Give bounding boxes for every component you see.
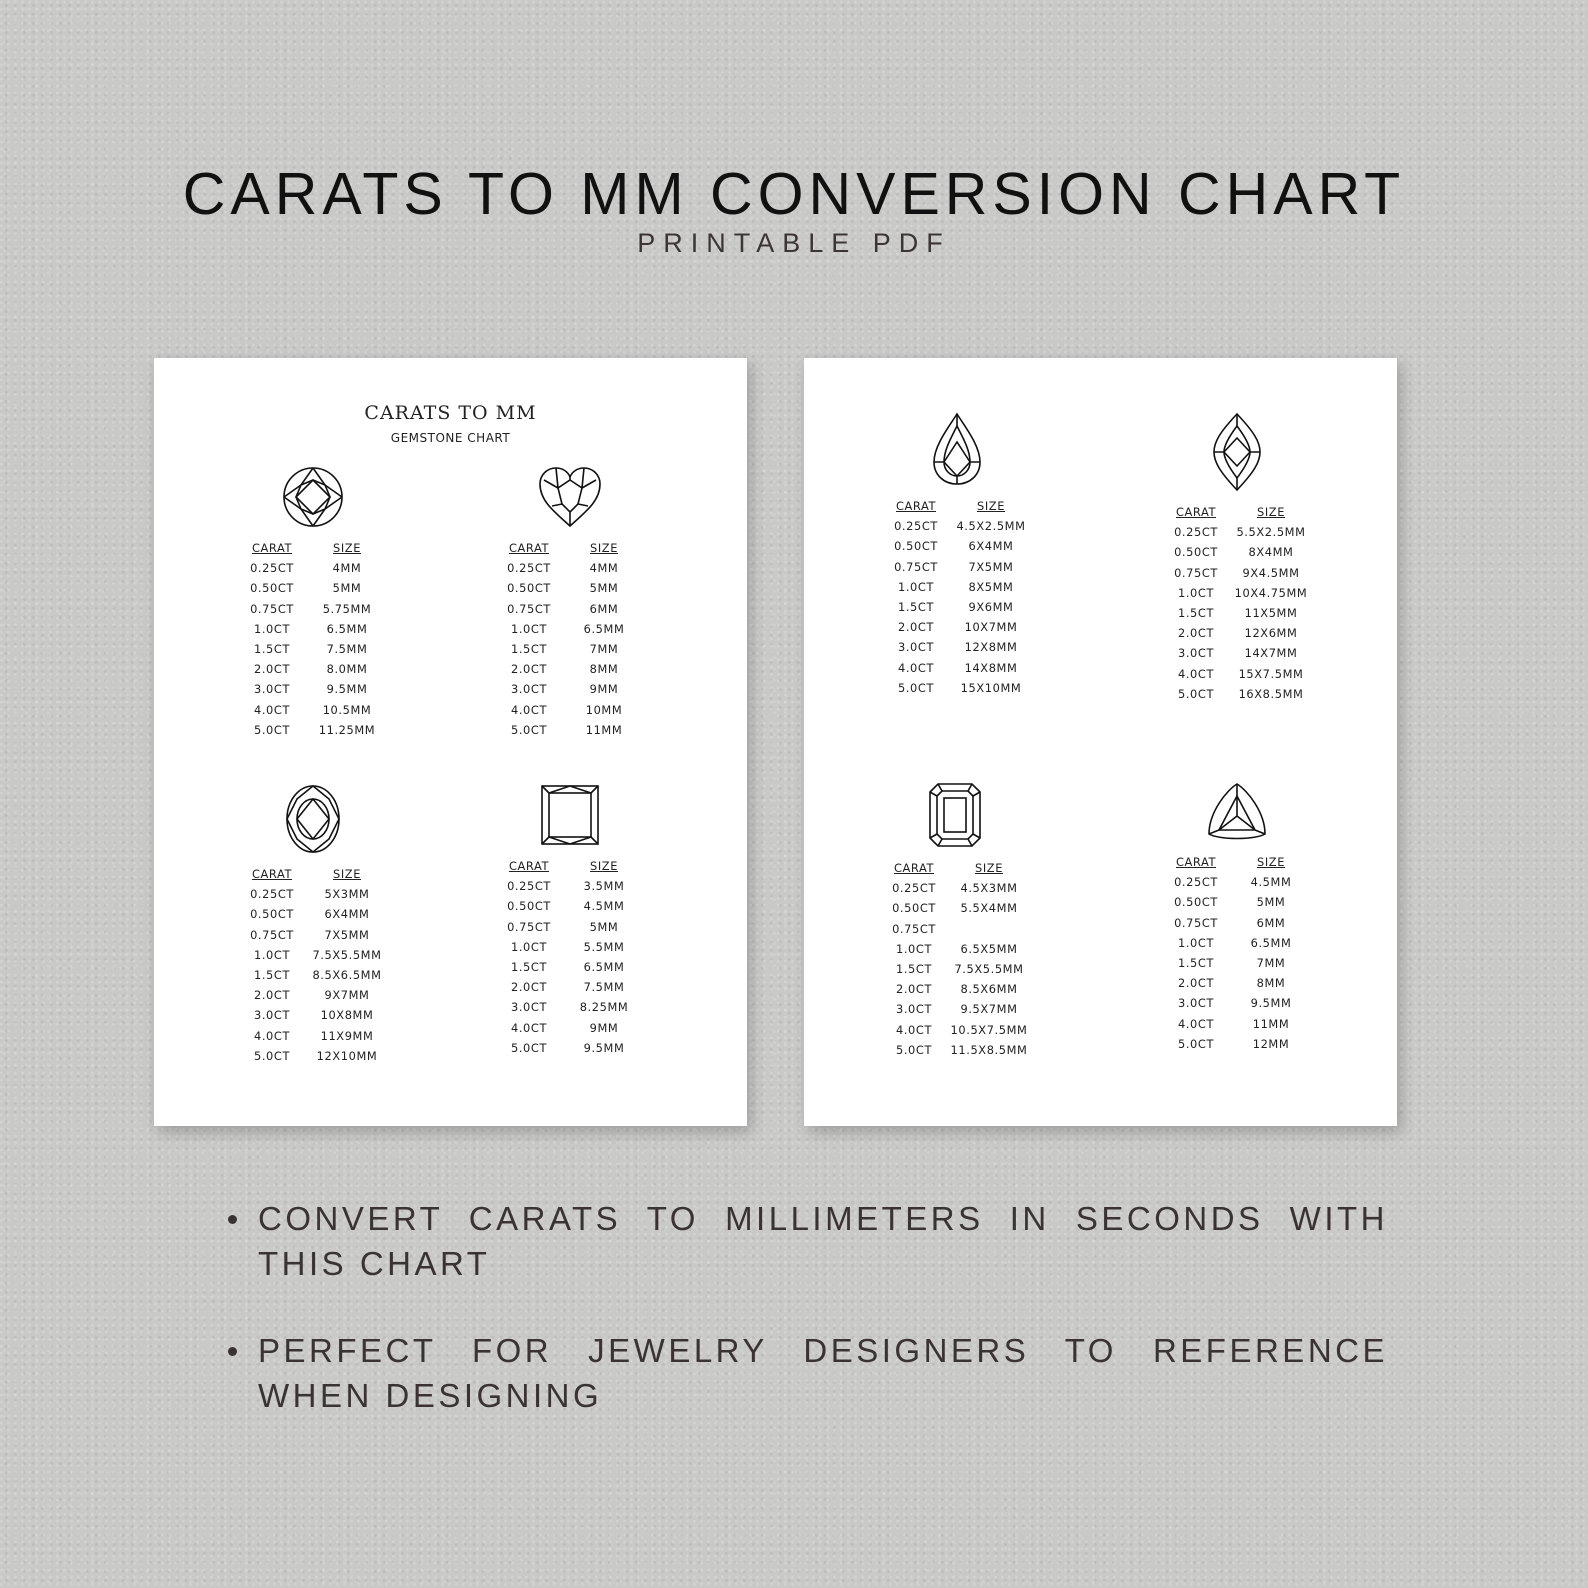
table-header xyxy=(1162,502,1312,522)
carat-cell: 0.50CT xyxy=(507,899,551,914)
carat-cell: 0.25CT xyxy=(250,561,294,576)
size-cell: 8X5MM xyxy=(968,579,1014,594)
carat-cell: 0.25CT xyxy=(250,887,294,902)
gem-pear xyxy=(882,412,1032,698)
table-row xyxy=(1162,892,1312,912)
size-cell: 7X5MM xyxy=(324,927,370,942)
size-cell: 5MM xyxy=(332,581,362,596)
size-cell: 7.5MM xyxy=(326,642,368,657)
carat-cell: 4.0CT xyxy=(253,702,291,717)
table-row xyxy=(238,965,388,985)
carat-cell: 1.0CT xyxy=(510,939,548,954)
carat-cell: 1.0CT xyxy=(253,621,291,636)
size-cell: 7X5MM xyxy=(968,559,1014,574)
bullet-text: CONVERT CARATS TO MILLIMETERS IN SECONDS WITH THIS CHART xyxy=(258,1200,1388,1282)
column-header-size: SIZE xyxy=(1257,855,1285,870)
carat-cell: 1.0CT xyxy=(510,621,548,636)
size-cell: 7.5X5.5MM xyxy=(954,962,1024,977)
size-cell: 5.5X2.5MM xyxy=(1236,525,1306,540)
carat-cell: 5.0CT xyxy=(510,722,548,737)
table-row xyxy=(238,1026,388,1046)
chart-sheet-right xyxy=(804,358,1397,1126)
column-header-carat: CARAT xyxy=(895,499,937,514)
size-cell: 11.5X8.5MM xyxy=(950,1042,1028,1057)
table-row xyxy=(1162,973,1312,993)
carat-cell: 1.5CT xyxy=(1177,956,1215,971)
heart-cut-icon xyxy=(538,466,602,528)
column-header-carat: CARAT xyxy=(251,541,293,556)
size-cell: 6MM xyxy=(589,601,619,616)
carat-cell: 0.75CT xyxy=(894,559,938,574)
table-row xyxy=(238,720,388,740)
table-header xyxy=(495,538,645,558)
table-row xyxy=(880,999,1030,1019)
size-cell: 7.5MM xyxy=(583,980,625,995)
carat-cell: 0.75CT xyxy=(507,601,551,616)
carat-cell: 5.0CT xyxy=(897,680,935,695)
carat-cell: 0.75CT xyxy=(250,927,294,942)
size-cell: 14X8MM xyxy=(964,660,1018,675)
carat-cell: 3.0CT xyxy=(1177,996,1215,1011)
size-table-emerald xyxy=(880,858,1030,1060)
table-header xyxy=(1162,852,1312,872)
carat-cell: 1.5CT xyxy=(253,968,291,983)
size-cell: 3.5MM xyxy=(583,879,625,894)
page-title: CARATS TO MM CONVERSION CHART xyxy=(182,161,1406,227)
table-row xyxy=(882,678,1032,698)
carat-cell: 5.0CT xyxy=(253,1048,291,1063)
size-cell: 8.5X6MM xyxy=(960,982,1018,997)
table-row xyxy=(1162,563,1312,583)
table-row xyxy=(1162,684,1312,704)
size-table-heart xyxy=(495,538,645,740)
table-row xyxy=(882,577,1032,597)
table-row xyxy=(1162,913,1312,933)
size-cell: 6.5MM xyxy=(326,621,368,636)
size-cell: 8MM xyxy=(1256,976,1286,991)
bullet-dot-icon xyxy=(228,1215,237,1224)
carat-cell: 4.0CT xyxy=(1177,1016,1215,1031)
table-row xyxy=(880,878,1030,898)
size-cell: 5MM xyxy=(589,919,619,934)
size-cell: 9X4.5MM xyxy=(1242,565,1300,580)
carat-cell: 0.75CT xyxy=(1174,565,1218,580)
chart-sheet-left xyxy=(154,358,747,1126)
size-cell: 7.5X5.5MM xyxy=(312,947,382,962)
size-table-trillion xyxy=(1162,852,1312,1054)
table-row xyxy=(1162,643,1312,663)
table-row xyxy=(238,1005,388,1025)
table-row xyxy=(238,619,388,639)
table-row xyxy=(238,904,388,924)
size-cell: 11X5MM xyxy=(1244,606,1298,621)
size-cell: 6.5MM xyxy=(1250,935,1292,950)
size-cell: 4MM xyxy=(589,561,619,576)
size-table-princess xyxy=(495,856,645,1058)
size-cell: 6X4MM xyxy=(968,539,1014,554)
table-row xyxy=(882,637,1032,657)
carat-cell: 4.0CT xyxy=(897,660,935,675)
size-cell: 12MM xyxy=(1252,1036,1290,1051)
marquise-cut-icon xyxy=(1212,412,1262,492)
column-header-carat: CARAT xyxy=(1175,505,1217,520)
size-cell: 11X9MM xyxy=(320,1028,374,1043)
table-row xyxy=(495,977,645,997)
carat-cell: 0.25CT xyxy=(507,879,551,894)
carat-cell: 0.50CT xyxy=(250,581,294,596)
table-row xyxy=(882,658,1032,678)
sheet-title: CARATS TO MM xyxy=(364,402,537,424)
column-header-carat: CARAT xyxy=(251,867,293,882)
bullet-dot-icon xyxy=(228,1347,237,1356)
size-cell: 7MM xyxy=(589,642,619,657)
size-cell: 12X6MM xyxy=(1244,626,1298,641)
carat-cell: 3.0CT xyxy=(253,1008,291,1023)
size-table-round xyxy=(238,538,388,740)
carat-cell: 1.0CT xyxy=(897,579,935,594)
carat-cell: 0.50CT xyxy=(507,581,551,596)
table-row xyxy=(1162,603,1312,623)
table-row xyxy=(495,558,645,578)
gem-marquise xyxy=(1162,412,1312,704)
size-cell: 6X4MM xyxy=(324,907,370,922)
table-row xyxy=(495,720,645,740)
carat-cell: 4.0CT xyxy=(253,1028,291,1043)
table-row xyxy=(880,979,1030,999)
table-row xyxy=(495,1038,645,1058)
size-cell: 9.5MM xyxy=(1250,996,1292,1011)
carat-cell: 1.5CT xyxy=(510,642,548,657)
size-cell: 6.5X5MM xyxy=(960,941,1018,956)
pear-cut-icon xyxy=(932,412,982,486)
table-row xyxy=(495,639,645,659)
sheet-subtitle: GEMSTONE CHART xyxy=(390,431,511,445)
table-row xyxy=(238,945,388,965)
table-header xyxy=(880,858,1030,878)
page-subtitle: PRINTABLE PDF xyxy=(637,228,951,258)
table-row xyxy=(880,959,1030,979)
bullet-text: PERFECT FOR JEWELRY DESIGNERS TO REFERENCE WHEN DESIGNING xyxy=(258,1332,1388,1414)
table-header xyxy=(238,538,388,558)
size-cell: 16X8.5MM xyxy=(1238,686,1304,701)
table-header xyxy=(238,864,388,884)
size-cell: 10.5MM xyxy=(322,702,372,717)
round-cut-icon xyxy=(282,466,344,528)
carat-cell: 2.0CT xyxy=(510,662,548,677)
carat-cell: 2.0CT xyxy=(897,620,935,635)
table-row xyxy=(495,937,645,957)
size-cell: 9MM xyxy=(589,682,619,697)
table-row xyxy=(238,1046,388,1066)
table-row xyxy=(238,884,388,904)
table-row xyxy=(1162,1014,1312,1034)
size-table-marquise xyxy=(1162,502,1312,704)
carat-cell: 0.50CT xyxy=(250,907,294,922)
size-cell: 11MM xyxy=(1252,1016,1290,1031)
size-cell: 4MM xyxy=(332,561,362,576)
carat-cell: 2.0CT xyxy=(1177,976,1215,991)
size-cell: 6.5MM xyxy=(583,960,625,975)
table-row xyxy=(495,679,645,699)
column-header-size: SIZE xyxy=(590,541,618,556)
table-row xyxy=(495,1018,645,1038)
table-row xyxy=(495,659,645,679)
table-row xyxy=(1162,933,1312,953)
size-cell: 4.5MM xyxy=(583,899,625,914)
table-row xyxy=(238,659,388,679)
size-cell: 8X4MM xyxy=(1248,545,1294,560)
size-cell: 9MM xyxy=(589,1020,619,1035)
size-table-pear xyxy=(882,496,1032,698)
column-header-carat: CARAT xyxy=(508,541,550,556)
size-cell: 6.5MM xyxy=(583,621,625,636)
trillion-cut-icon xyxy=(1207,782,1267,842)
size-cell: 12X8MM xyxy=(964,640,1018,655)
carat-cell: 4.0CT xyxy=(510,702,548,717)
size-cell: 11.25MM xyxy=(318,722,376,737)
column-header-size: SIZE xyxy=(1257,505,1285,520)
table-row xyxy=(238,700,388,720)
carat-cell: 1.5CT xyxy=(897,600,935,615)
gem-round xyxy=(238,466,388,740)
size-cell: 4.5MM xyxy=(1250,875,1292,890)
table-row xyxy=(880,898,1030,918)
gem-emerald xyxy=(880,782,1030,1060)
column-header-carat: CARAT xyxy=(508,859,550,874)
carat-cell: 1.5CT xyxy=(253,642,291,657)
size-cell: 9.5MM xyxy=(583,1040,625,1055)
size-cell: 10X4.75MM xyxy=(1234,585,1308,600)
bullet-item xyxy=(228,1196,1388,1286)
size-cell: 5.5X4MM xyxy=(960,901,1018,916)
carat-cell: 0.75CT xyxy=(250,601,294,616)
carat-cell: 5.0CT xyxy=(1177,1036,1215,1051)
carat-cell: 1.0CT xyxy=(253,947,291,962)
table-row xyxy=(1162,953,1312,973)
size-cell: 9X7MM xyxy=(324,988,370,1003)
table-row xyxy=(1162,583,1312,603)
column-header-size: SIZE xyxy=(590,859,618,874)
table-row xyxy=(880,919,1030,939)
size-cell: 15X10MM xyxy=(960,680,1022,695)
table-header xyxy=(495,856,645,876)
column-header-size: SIZE xyxy=(975,861,1003,876)
table-row xyxy=(495,917,645,937)
table-row xyxy=(238,985,388,1005)
table-row xyxy=(1162,542,1312,562)
carat-cell: 0.25CT xyxy=(1174,875,1218,890)
carat-cell: 4.0CT xyxy=(1177,666,1215,681)
carat-cell: 5.0CT xyxy=(253,722,291,737)
carat-cell: 0.25CT xyxy=(892,881,936,896)
table-row xyxy=(495,896,645,916)
size-cell: 8MM xyxy=(589,662,619,677)
carat-cell: 0.50CT xyxy=(892,901,936,916)
size-cell: 10MM xyxy=(585,702,623,717)
size-cell: 5MM xyxy=(1256,895,1286,910)
table-row xyxy=(1162,522,1312,542)
gem-trillion xyxy=(1162,782,1312,1054)
column-header-size: SIZE xyxy=(333,867,361,882)
carat-cell: 3.0CT xyxy=(897,640,935,655)
table-row xyxy=(880,1020,1030,1040)
carat-cell: 4.0CT xyxy=(510,1020,548,1035)
size-cell: 11MM xyxy=(585,722,623,737)
table-row xyxy=(238,599,388,619)
carat-cell: 1.5CT xyxy=(510,960,548,975)
carat-cell: 0.75CT xyxy=(892,921,936,936)
size-cell: 5.75MM xyxy=(322,601,372,616)
size-cell: 5.5MM xyxy=(583,939,625,954)
carat-cell: 2.0CT xyxy=(510,980,548,995)
size-cell: 4.5X2.5MM xyxy=(956,519,1026,534)
column-header-size: SIZE xyxy=(977,499,1005,514)
table-row xyxy=(238,578,388,598)
carat-cell: 3.0CT xyxy=(1177,646,1215,661)
column-header-carat: CARAT xyxy=(893,861,935,876)
size-cell: 10X8MM xyxy=(320,1008,374,1023)
size-cell: 8.25MM xyxy=(579,1000,629,1015)
table-row xyxy=(1162,993,1312,1013)
feature-list xyxy=(228,1196,1388,1418)
carat-cell: 4.0CT xyxy=(895,1022,933,1037)
carat-cell: 3.0CT xyxy=(510,682,548,697)
carat-cell: 1.0CT xyxy=(1177,585,1215,600)
table-row xyxy=(238,639,388,659)
carat-cell: 5.0CT xyxy=(895,1042,933,1057)
size-cell: 5MM xyxy=(589,581,619,596)
table-row xyxy=(882,557,1032,577)
size-cell: 4.5X3MM xyxy=(960,881,1018,896)
table-row xyxy=(1162,664,1312,684)
table-row xyxy=(882,597,1032,617)
size-cell: 10X7MM xyxy=(964,620,1018,635)
carat-cell: 0.25CT xyxy=(894,519,938,534)
size-cell: 9.5X7MM xyxy=(960,1002,1018,1017)
carat-cell: 0.25CT xyxy=(507,561,551,576)
carat-cell: 0.75CT xyxy=(507,919,551,934)
size-cell: 8.0MM xyxy=(326,662,368,677)
emerald-cut-icon xyxy=(928,782,982,848)
carat-cell: 0.50CT xyxy=(1174,895,1218,910)
table-header xyxy=(882,496,1032,516)
table-row xyxy=(495,700,645,720)
size-cell: 14X7MM xyxy=(1244,646,1298,661)
carat-cell: 2.0CT xyxy=(253,988,291,1003)
carat-cell: 3.0CT xyxy=(253,682,291,697)
carat-cell: 0.50CT xyxy=(1174,545,1218,560)
table-row xyxy=(495,997,645,1017)
carat-cell: 0.25CT xyxy=(1174,525,1218,540)
carat-cell: 1.0CT xyxy=(1177,935,1215,950)
table-row xyxy=(495,957,645,977)
princess-cut-icon xyxy=(540,784,600,846)
size-cell: 9X6MM xyxy=(968,600,1014,615)
table-row xyxy=(495,578,645,598)
gem-oval xyxy=(238,784,388,1066)
table-row xyxy=(1162,872,1312,892)
carat-cell: 3.0CT xyxy=(510,1000,548,1015)
table-row xyxy=(495,599,645,619)
oval-cut-icon xyxy=(285,784,341,854)
gem-heart xyxy=(495,466,645,740)
carat-cell: 1.0CT xyxy=(895,941,933,956)
size-cell: 5X3MM xyxy=(324,887,370,902)
table-row xyxy=(238,558,388,578)
carat-cell: 2.0CT xyxy=(895,982,933,997)
size-cell: 9.5MM xyxy=(326,682,368,697)
table-row xyxy=(1162,1034,1312,1054)
size-cell: 15X7.5MM xyxy=(1238,666,1304,681)
size-cell: 7MM xyxy=(1256,956,1286,971)
table-row xyxy=(495,876,645,896)
gem-princess xyxy=(495,784,645,1058)
carat-cell: 0.50CT xyxy=(894,539,938,554)
table-row xyxy=(1162,623,1312,643)
size-table-oval xyxy=(238,864,388,1066)
carat-cell: 3.0CT xyxy=(895,1002,933,1017)
table-row xyxy=(495,619,645,639)
table-row xyxy=(238,679,388,699)
size-cell: 12X10MM xyxy=(316,1048,378,1063)
carat-cell: 2.0CT xyxy=(1177,626,1215,641)
column-header-carat: CARAT xyxy=(1175,855,1217,870)
carat-cell: 0.75CT xyxy=(1174,915,1218,930)
size-cell: 8.5X6.5MM xyxy=(312,968,382,983)
carat-cell: 2.0CT xyxy=(253,662,291,677)
size-cell: 6MM xyxy=(1256,915,1286,930)
table-row xyxy=(238,925,388,945)
table-row xyxy=(882,536,1032,556)
carat-cell: 5.0CT xyxy=(510,1040,548,1055)
carat-cell: 5.0CT xyxy=(1177,686,1215,701)
table-row xyxy=(882,617,1032,637)
carat-cell: 1.5CT xyxy=(1177,606,1215,621)
bullet-item xyxy=(228,1328,1388,1418)
table-row xyxy=(880,1040,1030,1060)
carat-cell: 1.5CT xyxy=(895,962,933,977)
column-header-size: SIZE xyxy=(333,541,361,556)
table-row xyxy=(880,939,1030,959)
size-cell: 10.5X7.5MM xyxy=(950,1022,1028,1037)
table-row xyxy=(882,516,1032,536)
